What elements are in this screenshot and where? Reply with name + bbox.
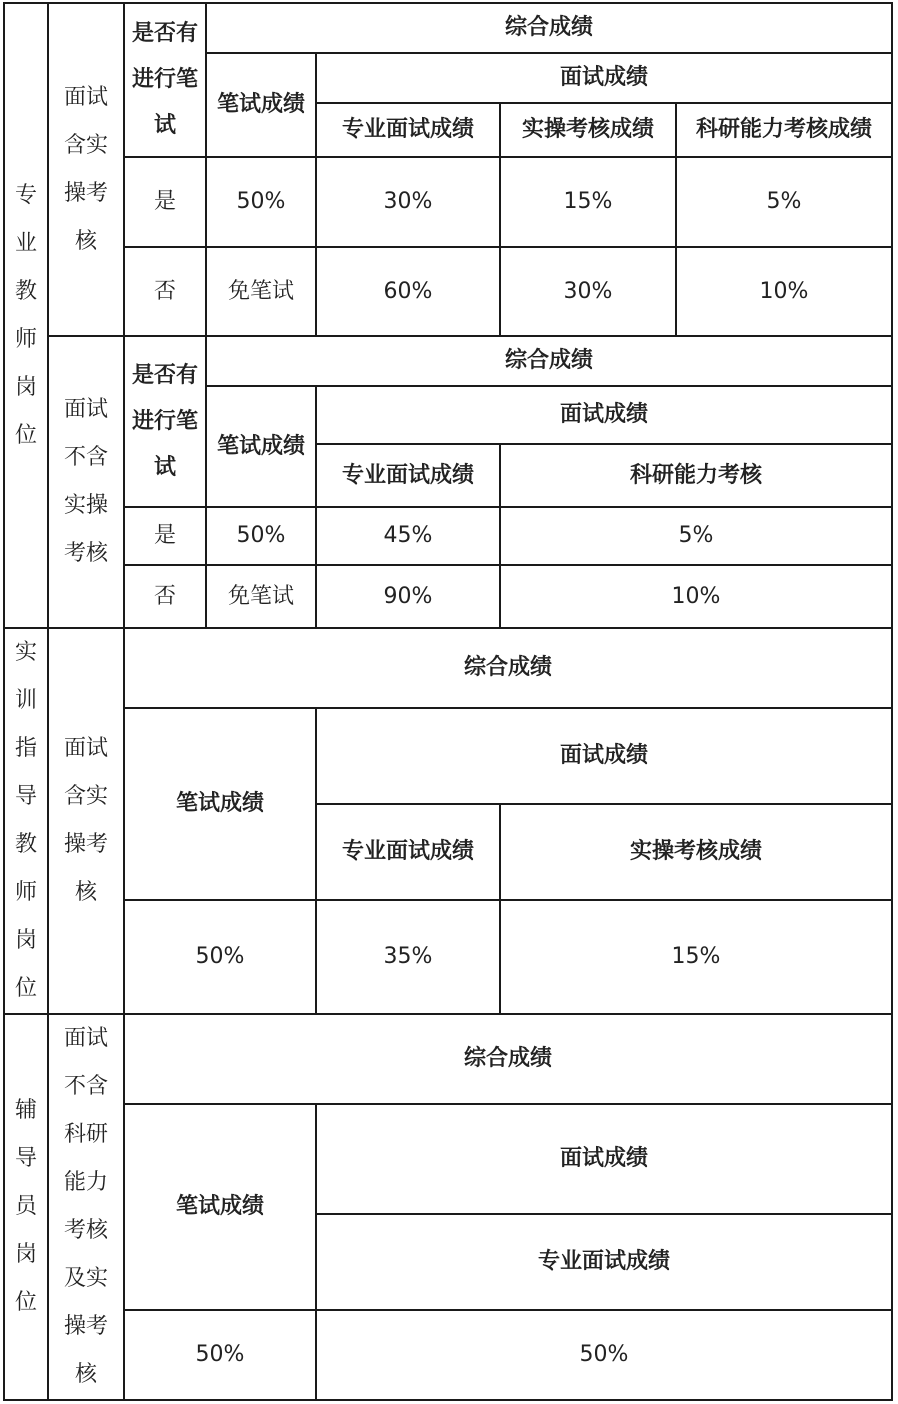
written-question-1 (124, 3, 206, 157)
sub-label-4 (48, 1014, 124, 1400)
sub-label-line: 操考 (63, 1314, 108, 1339)
interview-header: 面试成绩 (316, 53, 892, 103)
composite-header: 综合成绩 (206, 3, 892, 53)
cell-written: 免笔试 (206, 565, 316, 628)
cell-written: 50% (206, 507, 316, 565)
pos-char: 位 (14, 1290, 37, 1315)
table-row (4, 336, 892, 386)
cell-value: 15% (500, 900, 892, 1014)
sub-label-line: 及实 (63, 1266, 108, 1291)
col-header: 专业面试成绩 (316, 103, 500, 157)
pos-char: 指 (14, 736, 37, 761)
cell-written: 50% (124, 1310, 316, 1400)
position-counselor (4, 1014, 48, 1400)
pos-char: 岗 (14, 1242, 37, 1267)
pos-char: 教 (14, 832, 37, 857)
pos-char: 实 (14, 640, 37, 665)
pos-char: 教 (14, 278, 37, 304)
composite-header: 综合成绩 (206, 336, 892, 386)
sub-label-2 (48, 336, 124, 628)
cell-value: 10% (676, 247, 892, 336)
table-row (4, 247, 892, 336)
col-header: 专业面试成绩 (316, 444, 500, 507)
col-header: 科研能力考核成绩 (676, 103, 892, 157)
table-row (4, 157, 892, 247)
cell-value: 35% (316, 900, 500, 1014)
pos-char: 位 (14, 976, 37, 1001)
col-header: 科研能力考核 (500, 444, 892, 507)
pos-char: 训 (14, 688, 37, 713)
composite-header: 综合成绩 (124, 1014, 892, 1104)
interview-header: 面试成绩 (316, 386, 892, 444)
table-row (4, 507, 892, 565)
cell-q: 是 (124, 507, 206, 565)
cell-value: 60% (316, 247, 500, 336)
sub-label-line: 不含 (63, 445, 108, 470)
col-header: 专业面试成绩 (316, 1214, 892, 1310)
written-header: 笔试成绩 (206, 53, 316, 157)
sub-label-line: 考核 (63, 541, 108, 566)
sub-label-line: 含实 (63, 132, 108, 158)
cell-value: 50% (316, 1310, 892, 1400)
pos-char: 员 (14, 1194, 37, 1219)
sub-label-1 (48, 3, 124, 336)
q-line: 是否有 (131, 21, 198, 46)
pos-char: 岗 (14, 374, 37, 400)
pos-char: 业 (14, 230, 37, 256)
interview-header: 面试成绩 (316, 708, 892, 804)
q-line: 进行笔 (131, 408, 198, 434)
sub-label-3 (48, 628, 124, 1014)
cell-value: 5% (676, 157, 892, 247)
cell-q: 否 (124, 247, 206, 336)
sub-label-line: 能力 (63, 1170, 108, 1195)
table-row (4, 900, 892, 1014)
position-training (4, 628, 48, 1014)
written-header: 笔试成绩 (124, 1104, 316, 1310)
table-row (4, 1310, 892, 1400)
cell-written: 50% (124, 900, 316, 1014)
pos-char: 岗 (14, 928, 37, 953)
score-weight-table (3, 2, 893, 1401)
sub-label-line: 不含 (63, 1074, 108, 1099)
sub-label-line: 含实 (63, 784, 108, 809)
table-row (4, 1104, 892, 1214)
pos-char: 师 (14, 326, 37, 352)
q-line: 进行笔 (131, 67, 198, 92)
pos-char: 位 (14, 422, 37, 448)
sub-label-line: 科研 (63, 1122, 108, 1147)
table-row (4, 565, 892, 628)
cell-value: 10% (500, 565, 892, 628)
sub-label-line: 操考 (63, 832, 108, 857)
col-header: 实操考核成绩 (500, 103, 676, 157)
sub-label-line: 考核 (63, 1218, 108, 1243)
table-row (4, 708, 892, 804)
sub-label-line: 操考 (63, 180, 108, 206)
cell-value: 30% (316, 157, 500, 247)
composite-header: 综合成绩 (124, 628, 892, 708)
position-prof (4, 3, 48, 628)
pos-char: 辅 (14, 1098, 37, 1123)
q-line: 试 (153, 454, 176, 480)
sub-label-line: 面试 (63, 397, 108, 422)
sub-label-line: 面试 (63, 1026, 108, 1051)
sub-label-line: 面试 (63, 84, 108, 110)
q-line: 试 (153, 113, 176, 138)
cell-value: 5% (500, 507, 892, 565)
pos-char: 专 (14, 182, 37, 208)
pos-char: 导 (14, 1146, 37, 1171)
table-row (4, 628, 892, 708)
written-header: 笔试成绩 (124, 708, 316, 900)
sub-label-line: 核 (74, 1362, 97, 1387)
cell-value: 45% (316, 507, 500, 565)
cell-value: 15% (500, 157, 676, 247)
cell-written: 免笔试 (206, 247, 316, 336)
table-wrapper (3, 2, 893, 1401)
sub-label-line: 核 (74, 880, 97, 905)
col-header: 实操考核成绩 (500, 804, 892, 900)
table-row (4, 1014, 892, 1104)
sub-label-line: 核 (74, 228, 97, 254)
cell-q: 否 (124, 565, 206, 628)
interview-header: 面试成绩 (316, 1104, 892, 1214)
cell-value: 30% (500, 247, 676, 336)
q-line: 是否有 (131, 362, 198, 388)
written-header: 笔试成绩 (206, 386, 316, 507)
table-row (4, 3, 892, 53)
cell-q: 是 (124, 157, 206, 247)
sub-label-line: 实操 (63, 493, 108, 518)
col-header: 专业面试成绩 (316, 804, 500, 900)
sub-label-line: 面试 (63, 736, 108, 761)
written-question-2 (124, 336, 206, 507)
pos-char: 导 (14, 784, 37, 809)
cell-value: 90% (316, 565, 500, 628)
pos-char: 师 (14, 880, 37, 905)
cell-written: 50% (206, 157, 316, 247)
